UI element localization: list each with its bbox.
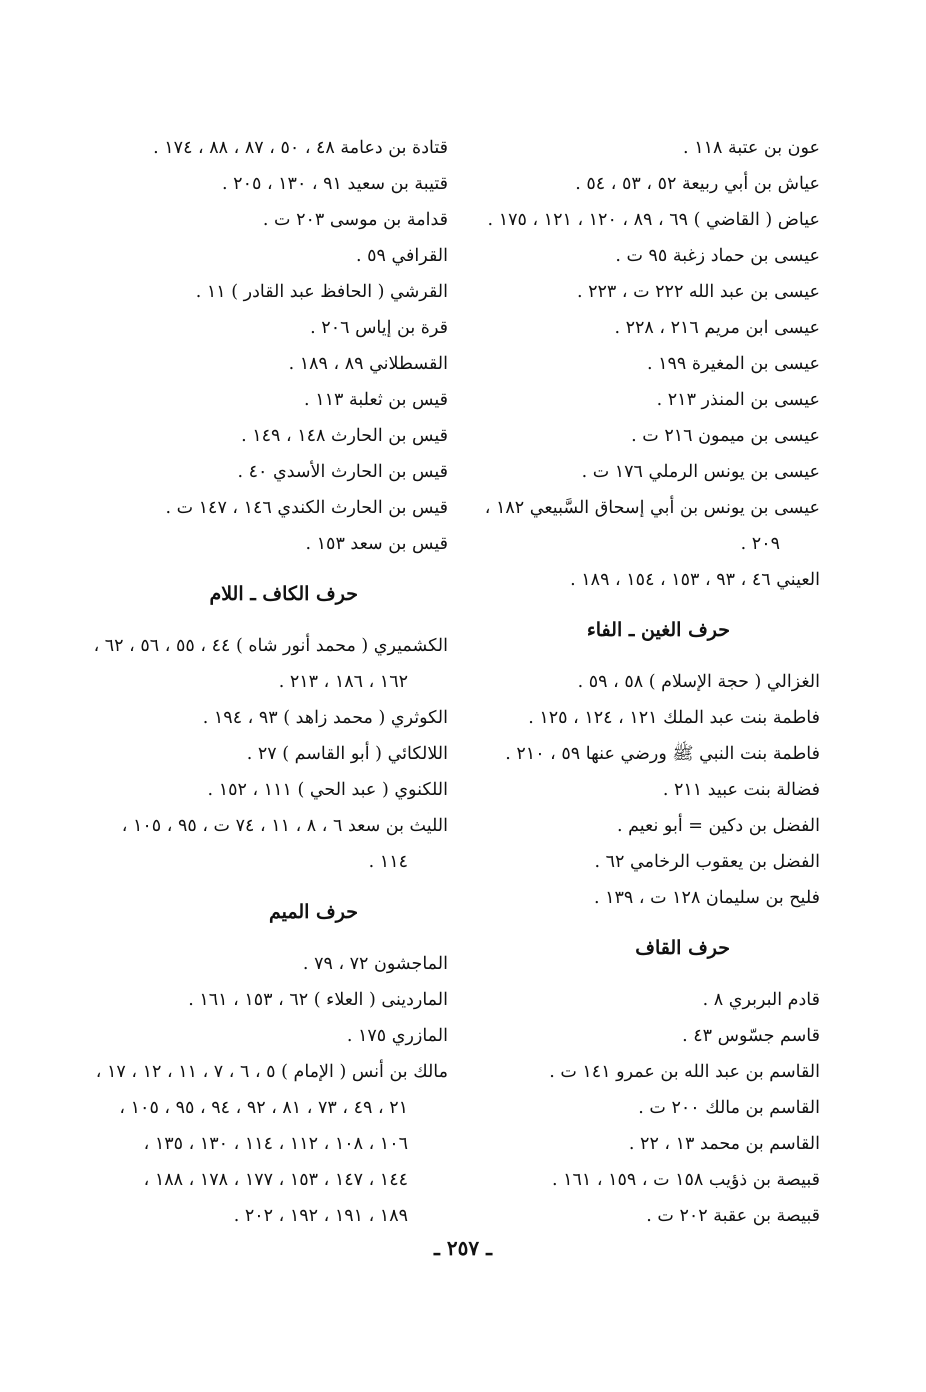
section-heading-kaf-lam: حرف الكاف ـ اللام — [209, 583, 358, 605]
index-entry: قيس بن الحارث الكندي ١٤٦ ، ١٤٧ ت . — [165, 498, 448, 518]
index-entry: الغزالي ( حجة الإسلام ) ٥٨ ، ٥٩ . — [577, 672, 820, 692]
index-entry-line: مالك بن أنس ( الإمام ) ٥ ، ٦ ، ٧ ، ١١ ، ١٢ ، ١٧ ، — [95, 1062, 448, 1082]
index-entry: القاسم بن محمد ١٣ ، ٢٢ . — [628, 1134, 820, 1154]
index-entry: الفضل بن دكين = أبو نعيم . — [616, 816, 820, 836]
index-entry: عيسى بن حماد زغبة ٩٥ ت . — [615, 246, 820, 266]
index-entry: القرشي ( الحافظ عبد القادر ) ١١ . — [195, 282, 448, 302]
index-entry: قرة بن إياس ٢٠٦ . — [310, 318, 448, 338]
section-heading-mim: حرف الميم — [269, 901, 358, 923]
index-entry-line: الكشميري ( محمد أنور شاه ) ٤٤ ، ٥٥ ، ٥٦ ، ٦٢ ، — [93, 636, 448, 656]
index-entry-multiline — [95, 1054, 448, 1234]
index-entry: عيسى بن ميمون ٢١٦ ت . — [631, 426, 820, 446]
index-entry: الكوثري ( محمد زاهد ) ٩٣ ، ١٩٤ . — [202, 708, 448, 728]
index-entry: العيني ٤٦ ، ٩٣ ، ١٥٣ ، ١٥٤ ، ١٨٩ . — [570, 570, 820, 590]
index-entry: عيسى بن المغيرة ١٩٩ . — [646, 354, 820, 374]
index-entry: قدامة بن موسى ٢٠٣ ت . — [262, 210, 448, 230]
index-entry: عيسى بن يونس الرملي ١٧٦ ت . — [581, 462, 820, 482]
index-entry-line: الليث بن سعد ٦ ، ٨ ، ١١ ، ٧٤ ت ، ٩٥ ، ١٠٥ ، — [121, 816, 448, 836]
page-number: ـ ٢٥٧ ـ — [434, 1236, 492, 1260]
index-entry: المازري ١٧٥ . — [346, 1026, 448, 1046]
index-entry: فاطمة بنت عبد الملك ١٢١ ، ١٢٤ ، ١٢٥ . — [528, 708, 820, 728]
index-entry-multiline — [108, 808, 448, 880]
index-entry: الماردينى ( العلاء ) ٦٢ ، ١٥٣ ، ١٦١ . — [188, 990, 448, 1010]
index-entry-multiline — [93, 628, 448, 700]
index-entry: القاسم بن عبد الله بن عمرو ١٤١ ت . — [549, 1062, 820, 1082]
index-entry: قيس بن الحارث الأسدي ٤٠ . — [237, 462, 448, 482]
index-entry: قيس بن ثعلبة ١١٣ . — [304, 390, 448, 410]
index-entry-line: عيسى بن يونس بن أبي إسحاق السَّبيعي ١٨٢ ، — [484, 498, 820, 518]
index-entry: عياش بن أبي ربيعة ٥٢ ، ٥٣ ، ٥٤ . — [575, 174, 820, 194]
index-entry: فليح بن سليمان ١٢٨ ت ، ١٣٩ . — [593, 888, 820, 908]
index-entry: فضالة بنت عبيد ٢١١ . — [662, 780, 820, 800]
section-heading-qaf: حرف القاف — [635, 937, 730, 959]
index-entry-continuation: ١١٤ . — [368, 852, 408, 872]
index-entry: قبيصة بن ذؤيب ١٥٨ ت ، ١٥٩ ، ١٦١ . — [551, 1170, 820, 1190]
index-entry: القسطلاني ٨٩ ، ١٨٩ . — [288, 354, 448, 374]
index-entry: عون بن عتبة ١١٨ . — [683, 138, 820, 158]
index-entry-continuation: ٢٠٩ . — [740, 534, 780, 554]
index-entry: اللكنوي ( عبد الحي ) ١١١ ، ١٥٢ . — [207, 780, 448, 800]
index-entry-continuation: ٢١ ، ٤٩ ، ٧٣ ، ٨١ ، ٩٢ ، ٩٤ ، ٩٥ ، ١٠٥ ، — [119, 1098, 408, 1118]
index-entry: قبيصة بن عقبة ٢٠٢ ت . — [646, 1206, 820, 1226]
index-column-right — [484, 130, 820, 1234]
index-entry-continuation: ١٦٢ ، ١٨٦ ، ٢١٣ . — [278, 672, 408, 692]
index-entry: قتادة بن دعامة ٤٨ ، ٥٠ ، ٨٧ ، ٨٨ ، ١٧٤ . — [153, 138, 448, 158]
index-entry: قيس بن الحارث ١٤٨ ، ١٤٩ . — [241, 426, 448, 446]
index-column-left — [93, 130, 448, 1234]
section-heading-ghain-fa: حرف الغين ـ الفاء — [586, 619, 730, 641]
index-entry: عيسى ابن مريم ٢١٦ ، ٢٢٨ . — [614, 318, 820, 338]
index-entry: الفضل بن يعقوب الرخامي ٦٢ . — [594, 852, 820, 872]
index-entry-continuation: ١٨٩ ، ١٩١ ، ١٩٢ ، ٢٠٢ . — [233, 1206, 408, 1226]
index-entry: اللالكائي ( أبو القاسم ) ٢٧ . — [246, 744, 448, 764]
index-entry: قاسم جسّوس ٤٣ . — [682, 1026, 820, 1046]
index-entry: عيسى بن المنذر ٢١٣ . — [656, 390, 820, 410]
index-entry: القاسم بن مالك ٢٠٠ ت . — [638, 1098, 820, 1118]
index-entry: قادم البربري ٨ . — [702, 990, 820, 1010]
index-entry: فاطمة بنت النبي ﷺ ورضي عنها ٥٩ ، ٢١٠ . — [505, 744, 820, 764]
index-entry: عيسى بن عبد الله ٢٢٢ ت ، ٢٢٣ . — [576, 282, 820, 302]
index-entry: قيس بن سعد ١٥٣ . — [305, 534, 448, 554]
index-entry-multiline — [484, 490, 820, 562]
index-entry: عياض ( القاضي ) ٦٩ ، ٨٩ ، ١٢٠ ، ١٢١ ، ١٧٥ . — [487, 210, 820, 230]
index-entry: قتيبة بن سعيد ٩١ ، ١٣٠ ، ٢٠٥ . — [222, 174, 448, 194]
index-entry-continuation: ١٤٤ ، ١٤٧ ، ١٥٣ ، ١٧٧ ، ١٧٨ ، ١٨٨ ، — [143, 1170, 408, 1190]
index-entry-continuation: ١٠٦ ، ١٠٨ ، ١١٢ ، ١١٤ ، ١٣٠ ، ١٣٥ ، — [143, 1134, 408, 1154]
index-entry: القرافي ٥٩ . — [355, 246, 448, 266]
index-entry: الماجشون ٧٢ ، ٧٩ . — [302, 954, 448, 974]
